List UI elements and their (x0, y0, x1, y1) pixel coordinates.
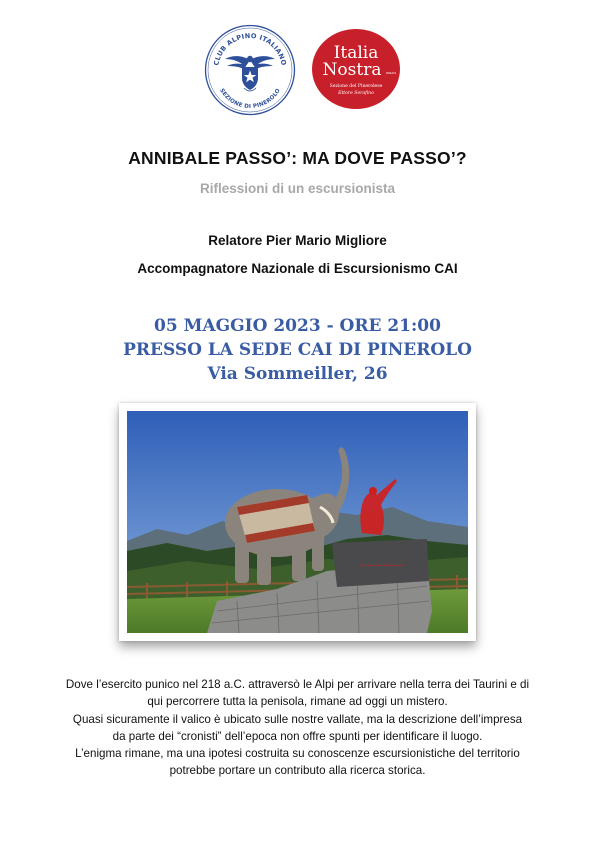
speaker-role: Accompagnatore Nazionale di Escursionismo CAI (137, 261, 458, 276)
photo-frame (119, 403, 476, 641)
event-description (40, 676, 555, 780)
logo-header (0, 22, 595, 112)
page-subtitle: Riflessioni di un escursionista (199, 181, 396, 196)
event-datetime: 05 MAGGIO 2023 - ORE 21:00 (154, 316, 441, 336)
cai-logo (204, 24, 296, 116)
description-line: Quasi sicuramente il valico è ubicato sulle nostre vallate, ma la descrizione dell’impresa (72, 712, 523, 726)
description-line: qui percorrere tutta la penisola, rimane ad oggi un mistero. (147, 695, 448, 709)
page-title: ANNIBALE PASSO’: MA DOVE PASSO’? (128, 148, 467, 168)
speaker-line: Relatore Pier Mario Migliore (208, 233, 387, 248)
event-place: PRESSO LA SEDE CAI DI PINEROLO (123, 340, 472, 360)
description-line: potrebbe portare un contributo alla ricerca storica. (169, 764, 426, 778)
event-details (0, 314, 595, 386)
description-line: Dove l’esercito punico nel 218 a.C. attraversò le Alpi per arrivare nella terra dei Taurini e di (65, 678, 530, 691)
cai-logo-bottom-text: SEZIONE DI PINEROLO (218, 87, 282, 111)
description-line: da parte dei “cronisti” dell’epoca non offre spunti per identificare il luogo. (112, 729, 483, 743)
italia-nostra-section: Sezione del Pinerolese (329, 84, 383, 89)
italia-nostra-name-line2: Nostra (322, 60, 382, 80)
event-address: Via Sommeiller, 26 (207, 364, 388, 384)
italia-nostra-logo (311, 28, 401, 110)
elephant-monument-photo (127, 411, 468, 633)
italia-nostra-onlus: ONLUS (385, 71, 397, 75)
cai-logo-top-text: CLUB ALPINO ITALIANO (212, 31, 288, 67)
svg-text:~~~~~~: ~~~~~~ (359, 561, 405, 571)
italia-nostra-dedication: Ettore Serafino (338, 91, 374, 96)
description-line: L’enigma rimane, ma una ipotesi costruita su conoscenze escursionistiche del territorio (75, 747, 520, 761)
italia-nostra-name-line1: Italia (333, 43, 379, 63)
